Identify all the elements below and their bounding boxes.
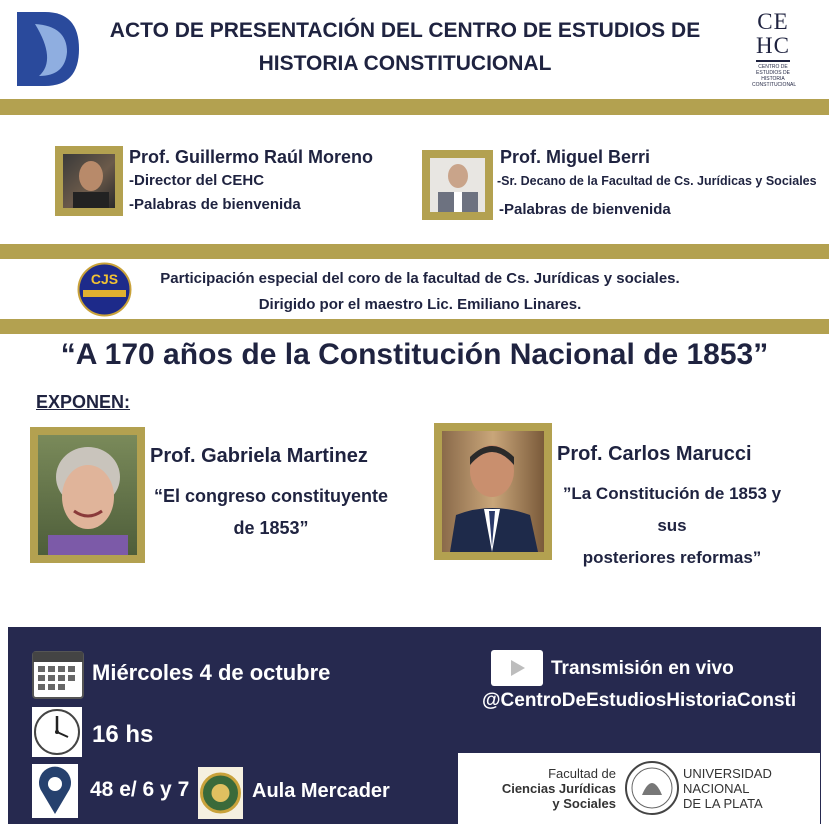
stream-label: Transmisión en vivo	[551, 658, 734, 679]
calendar-icon	[32, 649, 84, 699]
event-title	[105, 14, 705, 80]
photo-martinez	[30, 427, 145, 563]
speaker-moreno-role: -Director del CEHC	[129, 172, 265, 189]
event-room: Aula Mercader	[252, 780, 390, 802]
location-pin-icon	[32, 764, 78, 818]
event-date: Miércoles 4 de octubre	[92, 660, 331, 685]
play-video-icon	[491, 650, 543, 686]
speaker-marucci-name: Prof. Carlos Marucci	[557, 443, 752, 465]
speaker-berri-task: -Palabras de bienvenida	[499, 201, 671, 218]
event-time: 16 hs	[92, 721, 154, 748]
exponen-label: EXPONEN:	[36, 392, 131, 412]
speaker-berri-name: Prof. Miguel Berri	[500, 147, 651, 167]
faculty-name: Facultad de Ciencias Jurídicas y Sociales	[501, 766, 616, 811]
gold-divider	[0, 319, 829, 334]
photo-berri	[422, 150, 493, 220]
event-place: 48 e/ 6 y 7	[90, 778, 190, 801]
main-headline: “A 170 años de la Constitución Nacional de 1853”	[60, 338, 769, 371]
university-logo-block	[458, 753, 820, 824]
speaker-berri-role: -Sr. Decano de la Facultad de Cs. Jurídicas y Sociales	[497, 174, 817, 188]
cehc-logo-mark	[17, 12, 79, 86]
gold-divider	[0, 244, 829, 259]
photo-marucci	[434, 423, 552, 560]
title-line-1: ACTO DE PRESENTACIÓN DEL CENTRO DE ESTUDIOS DE	[109, 19, 701, 42]
university-seal-icon	[198, 767, 243, 819]
speaker-moreno-task: -Palabras de bienvenida	[129, 196, 301, 213]
gold-divider	[0, 99, 829, 115]
title-line-2: HISTORIA CONSTITUCIONAL	[258, 52, 552, 75]
cehc-logo-small: CE HC CENTRO DE ESTUDIOS DE HISTORIA CONSTITUCIONAL	[752, 9, 797, 88]
choir-logo: CJS	[77, 262, 132, 317]
clock-icon	[32, 707, 82, 757]
stream-handle[interactable]: @CentroDeEstudiosHistoriaConsti	[482, 690, 797, 711]
unlp-seal-icon	[624, 757, 680, 819]
speaker-moreno-name: Prof. Guillermo Raúl Moreno	[129, 147, 374, 167]
speaker-marucci-topic: ”La Constitución de 1853 y sus posteriores reformas”	[562, 484, 782, 567]
speaker-martinez-topic: “El congreso constituyente de 1853”	[153, 486, 389, 538]
photo-moreno	[55, 146, 123, 216]
university-name: UNIVERSIDAD NACIONAL DE LA PLATA	[683, 766, 772, 811]
speaker-martinez-name: Prof. Gabriela Martinez	[150, 445, 368, 467]
choir-text: Participación especial del coro de la facultad de Cs. Jurídicas y sociales. Dirigido por el maestro Lic. Emiliano Linares.	[160, 270, 680, 313]
